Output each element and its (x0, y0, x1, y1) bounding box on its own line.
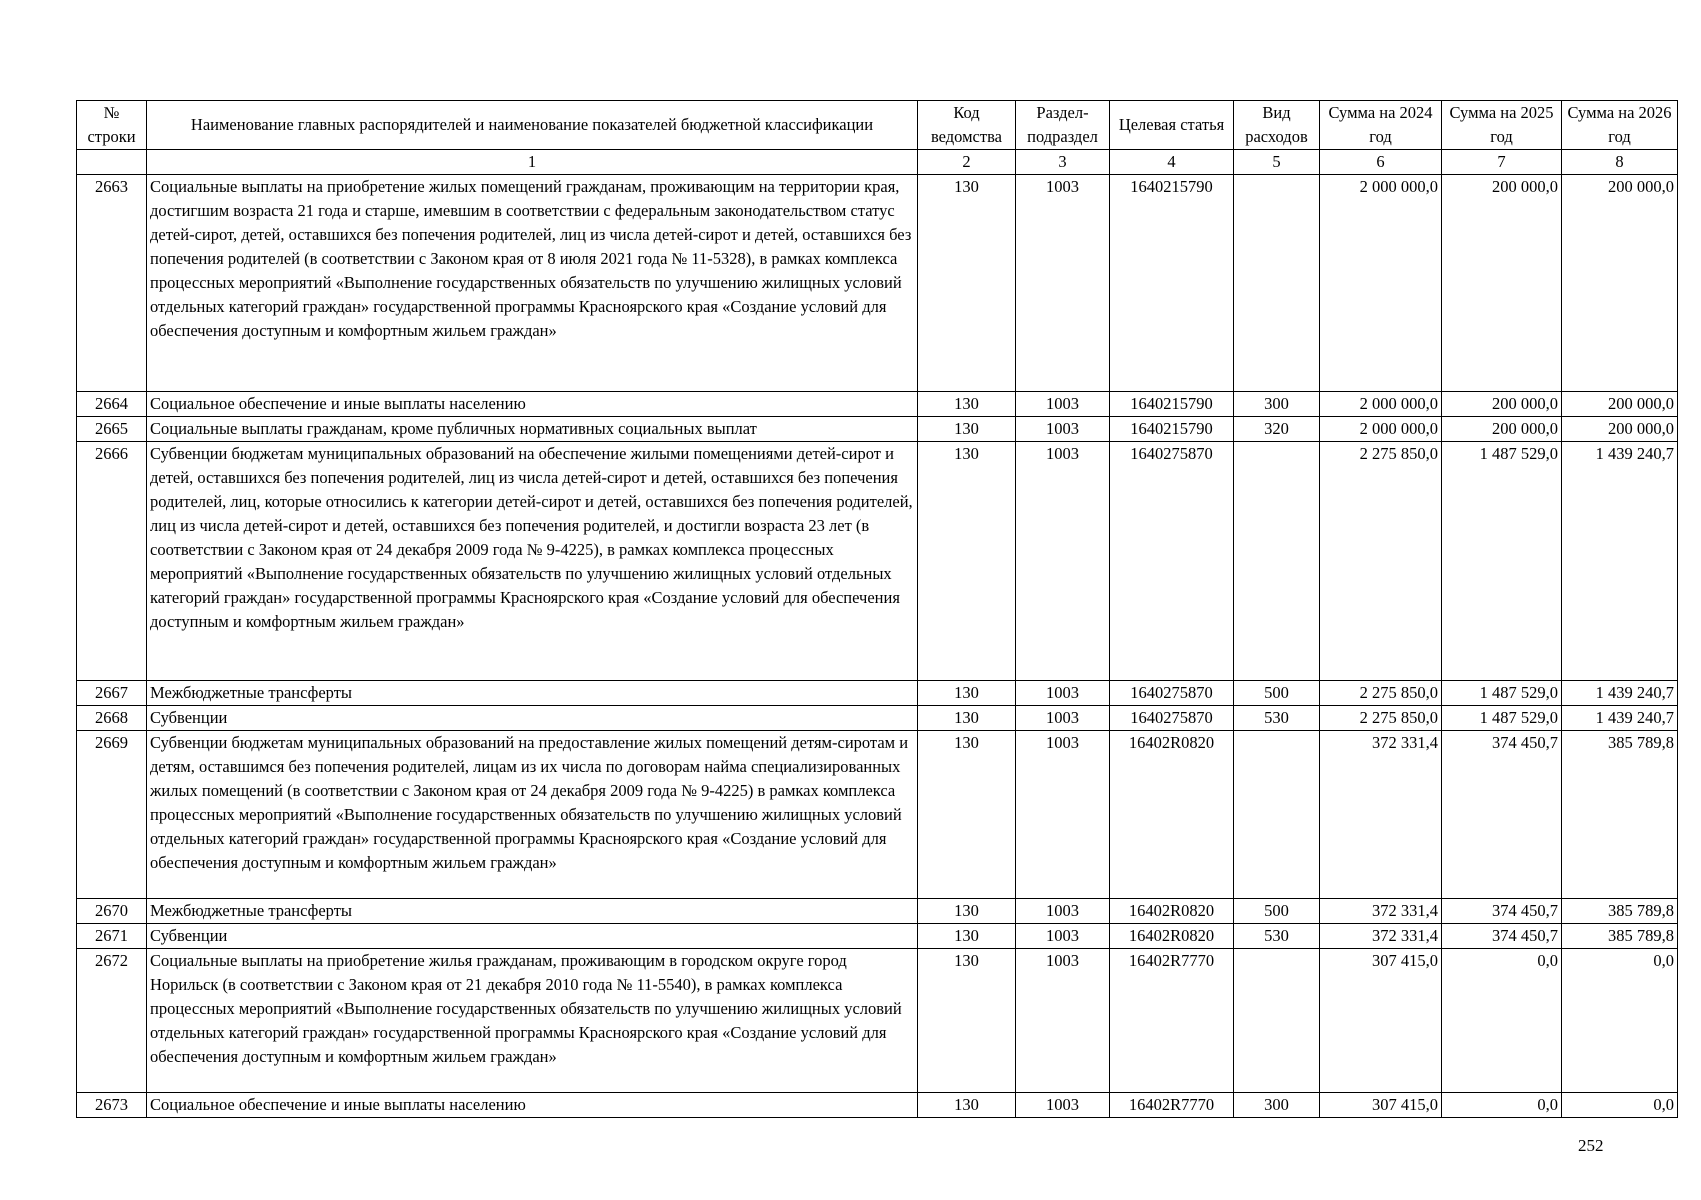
table-row (77, 417, 1678, 442)
header-expense-type: Вид расходов (1234, 101, 1320, 150)
section-code: 1003 (1016, 392, 1110, 417)
section-code: 1003 (1016, 706, 1110, 731)
column-number: 5 (1234, 150, 1320, 175)
sum-2026: 0,0 (1562, 949, 1678, 1093)
target-code: 1640275870 (1110, 681, 1234, 706)
header-name: Наименование главных распорядителей и наименование показателей бюджетной классификации (147, 101, 918, 150)
target-code: 1640215790 (1110, 417, 1234, 442)
expense-type: 500 (1234, 681, 1320, 706)
header-sum-2026: Сумма на 2026 год (1562, 101, 1678, 150)
column-number (77, 150, 147, 175)
row-number: 2668 (77, 706, 147, 731)
header-sum-2025: Сумма на 2025 год (1442, 101, 1562, 150)
section-code: 1003 (1016, 924, 1110, 949)
row-number: 2663 (77, 175, 147, 392)
header-row-no: № строки (77, 101, 147, 150)
column-number: 8 (1562, 150, 1678, 175)
expense-type: 320 (1234, 417, 1320, 442)
table-row (77, 731, 1678, 899)
table-row (77, 1093, 1678, 1118)
header-sum-2024: Сумма на 2024 год (1320, 101, 1442, 150)
dept-code: 130 (918, 442, 1016, 681)
target-code: 16402R7770 (1110, 949, 1234, 1093)
sum-2025: 374 450,7 (1442, 899, 1562, 924)
row-number: 2672 (77, 949, 147, 1093)
row-name: Социальные выплаты гражданам, кроме публичных нормативных социальных выплат (147, 417, 918, 442)
sum-2024: 2 000 000,0 (1320, 417, 1442, 442)
sum-2026: 1 439 240,7 (1562, 442, 1678, 681)
expense-type: 530 (1234, 924, 1320, 949)
table-row (77, 442, 1678, 681)
sum-2026: 385 789,8 (1562, 899, 1678, 924)
sum-2025: 1 487 529,0 (1442, 681, 1562, 706)
sum-2026: 200 000,0 (1562, 417, 1678, 442)
dept-code: 130 (918, 1093, 1016, 1118)
sum-2024: 372 331,4 (1320, 924, 1442, 949)
row-number: 2673 (77, 1093, 147, 1118)
table-row (77, 924, 1678, 949)
row-name: Социальные выплаты на приобретение жилья гражданам, проживающим в городском округе город Норильск (в соответствии с Законом края от 21 декабря 2010 года № 11-5540), в рамках комплекса процессных мероприятий «Выполнение государственных обязательств по улучшению жилищных условий отдельных категорий граждан» государственной программы Красноярского края «Создание условий для обеспечения доступным и комфортным жильем граждан» (147, 949, 918, 1093)
row-name: Субвенции бюджетам муниципальных образований на обеспечение жилыми помещениями детей-сирот и детей, оставшихся без попечения родителей, лиц из числа детей-сирот и детей, оставшихся без попечения родителей, лиц, которые относились к категории детей-сирот и детей, оставшихся без попечения родителей, лиц из числа детей-сирот и детей, оставшихся без попечения родителей, и достигли возраста 23 лет (в соответствии с Законом края от 24 декабря 2009 года № 9-4225), в рамках комплекса процессных мероприятий «Выполнение государственных обязательств по улучшению жилищных условий отдельных категорий граждан» государственной программы Красноярского края «Создание условий для обеспечения доступным и комфортным жильем граждан» (147, 442, 918, 681)
column-number: 6 (1320, 150, 1442, 175)
sum-2025: 1 487 529,0 (1442, 706, 1562, 731)
sum-2025: 374 450,7 (1442, 924, 1562, 949)
sum-2024: 2 000 000,0 (1320, 392, 1442, 417)
section-code: 1003 (1016, 899, 1110, 924)
section-code: 1003 (1016, 442, 1110, 681)
column-number: 4 (1110, 150, 1234, 175)
dept-code: 130 (918, 899, 1016, 924)
target-code: 1640275870 (1110, 442, 1234, 681)
row-number: 2671 (77, 924, 147, 949)
target-code: 16402R0820 (1110, 731, 1234, 899)
dept-code: 130 (918, 949, 1016, 1093)
row-number: 2665 (77, 417, 147, 442)
row-name: Межбюджетные трансферты (147, 681, 918, 706)
column-number: 7 (1442, 150, 1562, 175)
column-number: 2 (918, 150, 1016, 175)
header-section: Раздел-подраздел (1016, 101, 1110, 150)
target-code: 16402R7770 (1110, 1093, 1234, 1118)
row-number: 2667 (77, 681, 147, 706)
table-row (77, 175, 1678, 392)
row-number: 2664 (77, 392, 147, 417)
column-numbers-row (77, 150, 1678, 175)
target-code: 16402R0820 (1110, 899, 1234, 924)
expense-type (1234, 175, 1320, 392)
sum-2024: 307 415,0 (1320, 1093, 1442, 1118)
budget-table (76, 100, 1678, 1118)
sum-2024: 2 275 850,0 (1320, 706, 1442, 731)
sum-2026: 200 000,0 (1562, 392, 1678, 417)
sum-2024: 372 331,4 (1320, 731, 1442, 899)
table-row (77, 681, 1678, 706)
sum-2026: 1 439 240,7 (1562, 681, 1678, 706)
table-row (77, 392, 1678, 417)
section-code: 1003 (1016, 949, 1110, 1093)
sum-2025: 0,0 (1442, 949, 1562, 1093)
row-number: 2666 (77, 442, 147, 681)
sum-2024: 2 275 850,0 (1320, 442, 1442, 681)
sum-2026: 1 439 240,7 (1562, 706, 1678, 731)
target-code: 1640215790 (1110, 175, 1234, 392)
expense-type: 500 (1234, 899, 1320, 924)
table-row (77, 949, 1678, 1093)
header-target: Целевая статья (1110, 101, 1234, 150)
sum-2025: 1 487 529,0 (1442, 442, 1562, 681)
sum-2024: 2 000 000,0 (1320, 175, 1442, 392)
sum-2025: 200 000,0 (1442, 417, 1562, 442)
dept-code: 130 (918, 731, 1016, 899)
dept-code: 130 (918, 681, 1016, 706)
target-code: 16402R0820 (1110, 924, 1234, 949)
target-code: 1640275870 (1110, 706, 1234, 731)
row-name: Субвенции (147, 924, 918, 949)
dept-code: 130 (918, 706, 1016, 731)
header-dept-code: Код ведомства (918, 101, 1016, 150)
sum-2024: 307 415,0 (1320, 949, 1442, 1093)
sum-2026: 0,0 (1562, 1093, 1678, 1118)
sum-2025: 0,0 (1442, 1093, 1562, 1118)
row-name: Социальное обеспечение и иные выплаты населению (147, 392, 918, 417)
column-number: 3 (1016, 150, 1110, 175)
sum-2025: 200 000,0 (1442, 175, 1562, 392)
page-number: 252 (1578, 1136, 1604, 1155)
expense-type (1234, 731, 1320, 899)
row-name: Субвенции бюджетам муниципальных образований на предоставление жилых помещений детям-сиротам и детям, оставшимся без попечения родителей, лицам из их числа по договорам найма специализированных жилых помещений (в соответствии с Законом края от 24 декабря 2009 года № 9-4225) в рамках комплекса процессных мероприятий «Выполнение государственных обязательств по улучшению жилищных условий отдельных категорий граждан» государственной программы Красноярского края «Создание условий для обеспечения доступным и комфортным жильем граждан» (147, 731, 918, 899)
sum-2026: 385 789,8 (1562, 731, 1678, 899)
dept-code: 130 (918, 417, 1016, 442)
dept-code: 130 (918, 392, 1016, 417)
sum-2024: 372 331,4 (1320, 899, 1442, 924)
expense-type: 300 (1234, 392, 1320, 417)
row-name: Социальное обеспечение и иные выплаты населению (147, 1093, 918, 1118)
sum-2026: 200 000,0 (1562, 175, 1678, 392)
expense-type (1234, 949, 1320, 1093)
row-name: Субвенции (147, 706, 918, 731)
table-row (77, 706, 1678, 731)
sum-2024: 2 275 850,0 (1320, 681, 1442, 706)
section-code: 1003 (1016, 417, 1110, 442)
table-row (77, 899, 1678, 924)
column-number: 1 (147, 150, 918, 175)
sum-2025: 374 450,7 (1442, 731, 1562, 899)
section-code: 1003 (1016, 175, 1110, 392)
sum-2025: 200 000,0 (1442, 392, 1562, 417)
target-code: 1640215790 (1110, 392, 1234, 417)
row-name: Социальные выплаты на приобретение жилых помещений гражданам, проживающим на территории края, достигшим возраста 21 года и старше, имевшим в соответствии с федеральным законодательством статус детей-сирот, детей, оставшихся без попечения родителей, лиц из числа детей-сирот и детей, оставшихся без попечения родителей (в соответствии с Законом края от 8 июля 2021 года № 11-5328), в рамках комплекса процессных мероприятий «Выполнение государственных обязательств по улучшению жилищных условий отдельных категорий граждан» государственной программы Красноярского края «Создание условий для обеспечения доступным и комфортным жильем граждан» (147, 175, 918, 392)
section-code: 1003 (1016, 1093, 1110, 1118)
row-number: 2670 (77, 899, 147, 924)
row-number: 2669 (77, 731, 147, 899)
sum-2026: 385 789,8 (1562, 924, 1678, 949)
header-row (77, 101, 1678, 150)
dept-code: 130 (918, 175, 1016, 392)
expense-type (1234, 442, 1320, 681)
expense-type: 300 (1234, 1093, 1320, 1118)
row-name: Межбюджетные трансферты (147, 899, 918, 924)
dept-code: 130 (918, 924, 1016, 949)
section-code: 1003 (1016, 731, 1110, 899)
expense-type: 530 (1234, 706, 1320, 731)
section-code: 1003 (1016, 681, 1110, 706)
